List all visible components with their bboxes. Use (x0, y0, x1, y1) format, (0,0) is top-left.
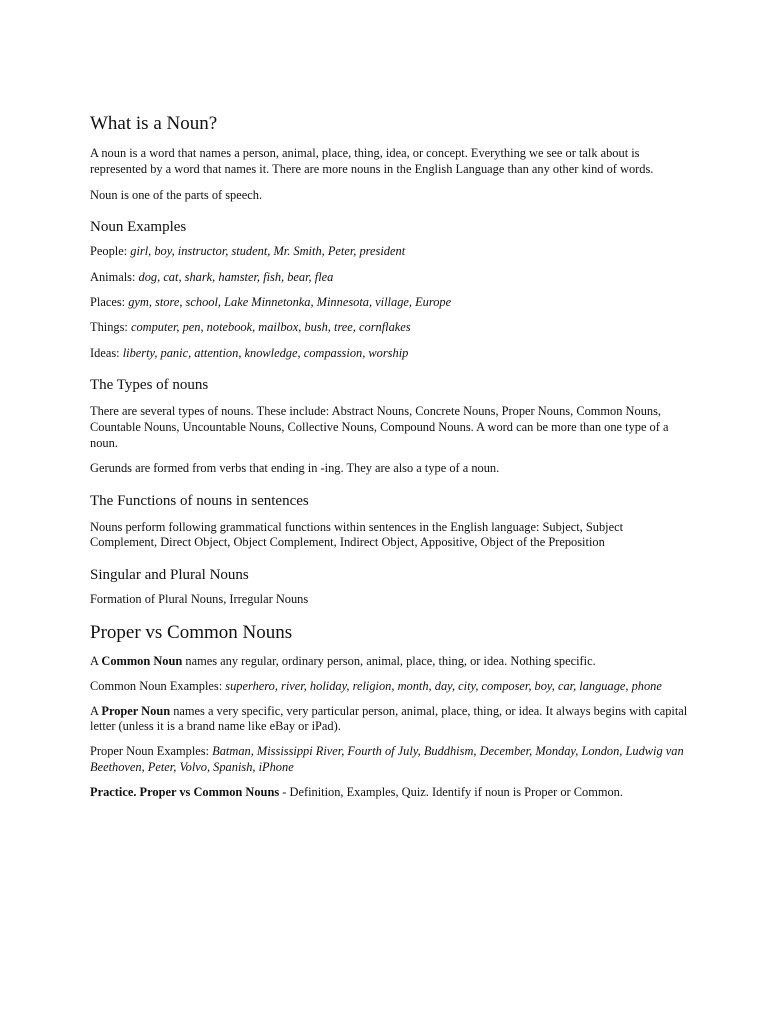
examples-items: Batman, Mississippi River, Fourth of July, Buddhism, December, Monday, London, Ludwig van Beethoven, Peter, Volvo, Spanish, iPhone (90, 744, 684, 774)
practice-paragraph (90, 785, 690, 801)
heading-noun-examples: Noun Examples (90, 219, 187, 236)
example-line-places (90, 295, 690, 311)
text-run: names a very specific, very particular person, animal, place, thing, or idea. It always begins with capital letter (unless it is a brand name like eBay or iPad). (90, 703, 688, 734)
document-page (90, 112, 690, 801)
gerunds-paragraph: Gerunds are formed from verbs that ending in -ing. They are also a type of a noun. (90, 460, 500, 475)
example-label: Things: (90, 320, 131, 335)
proper-noun-examples (90, 744, 690, 776)
example-line-things (90, 320, 690, 336)
functions-paragraph: Nouns perform following grammatical functions within sentences in the English language: Subject, Subject Complement, Direct Object, Object Complement, Indirect Object, Appositive, Object of the Preposition (90, 519, 624, 550)
plural-paragraph: Formation of Plural Nouns, Irregular Nouns (90, 592, 309, 607)
example-label: Ideas: (90, 345, 123, 360)
example-items: computer, pen, notebook, mailbox, bush, tree, cornflakes (130, 320, 411, 335)
heading-types-of-nouns: The Types of nouns (90, 377, 209, 394)
common-noun-term: Common Noun (101, 653, 183, 668)
text-run: A (90, 653, 102, 668)
example-line-ideas (90, 346, 690, 362)
example-line-animals (90, 270, 690, 286)
text-run: - Definition, Examples, Quiz. Identify if noun is Proper or Common. (279, 784, 623, 799)
proper-noun-paragraph (90, 704, 690, 736)
types-paragraph: There are several types of nouns. These include: Abstract Nouns, Concrete Nouns, Proper Nouns, Common Nouns, Countable Nouns, Uncountable Nouns, Collective Nouns, Compound Nouns. A word can be more than one type of a noun. (90, 404, 669, 450)
heading-what-is-a-noun: What is a Noun? (90, 113, 218, 134)
example-line-people (90, 244, 690, 260)
heading-proper-vs-common: Proper vs Common Nouns (90, 621, 293, 643)
heading-functions-of-nouns: The Functions of nouns in sentences (90, 492, 309, 509)
proper-noun-term: Proper Noun (101, 703, 171, 718)
examples-label: Proper Noun Examples: (90, 744, 213, 759)
example-label: People: (90, 244, 131, 259)
examples-label: Common Noun Examples: (90, 678, 226, 693)
practice-link[interactable]: Practice. Proper vs Common Nouns (90, 784, 280, 799)
example-items: gym, store, school, Lake Minnetonka, Minnesota, village, Europe (128, 294, 452, 309)
example-label: Animals: (90, 269, 139, 284)
common-noun-examples (90, 679, 690, 695)
text-run: A (90, 703, 102, 718)
intro-paragraph: A noun is a word that names a person, animal, place, thing, idea, or concept. Everything we see or talk about is represented by a word that names it. There are more nouns in the English Language than any other kind of words. (90, 146, 654, 176)
example-label: Places: (90, 294, 129, 309)
example-items: liberty, panic, attention, knowledge, compassion, worship (122, 345, 409, 360)
text-run: names any regular, ordinary person, animal, place, thing, or idea. Nothing specific. (182, 653, 596, 668)
example-items: dog, cat, shark, hamster, fish, bear, flea (138, 269, 334, 284)
example-items: girl, boy, instructor, student, Mr. Smith, Peter, president (130, 244, 406, 259)
parts-of-speech-paragraph: Noun is one of the parts of speech. (90, 187, 263, 202)
heading-singular-plural: Singular and Plural Nouns (90, 567, 249, 584)
examples-items: superhero, river, holiday, religion, month, day, city, composer, boy, car, language, phone (225, 678, 662, 693)
common-noun-paragraph (90, 654, 690, 670)
